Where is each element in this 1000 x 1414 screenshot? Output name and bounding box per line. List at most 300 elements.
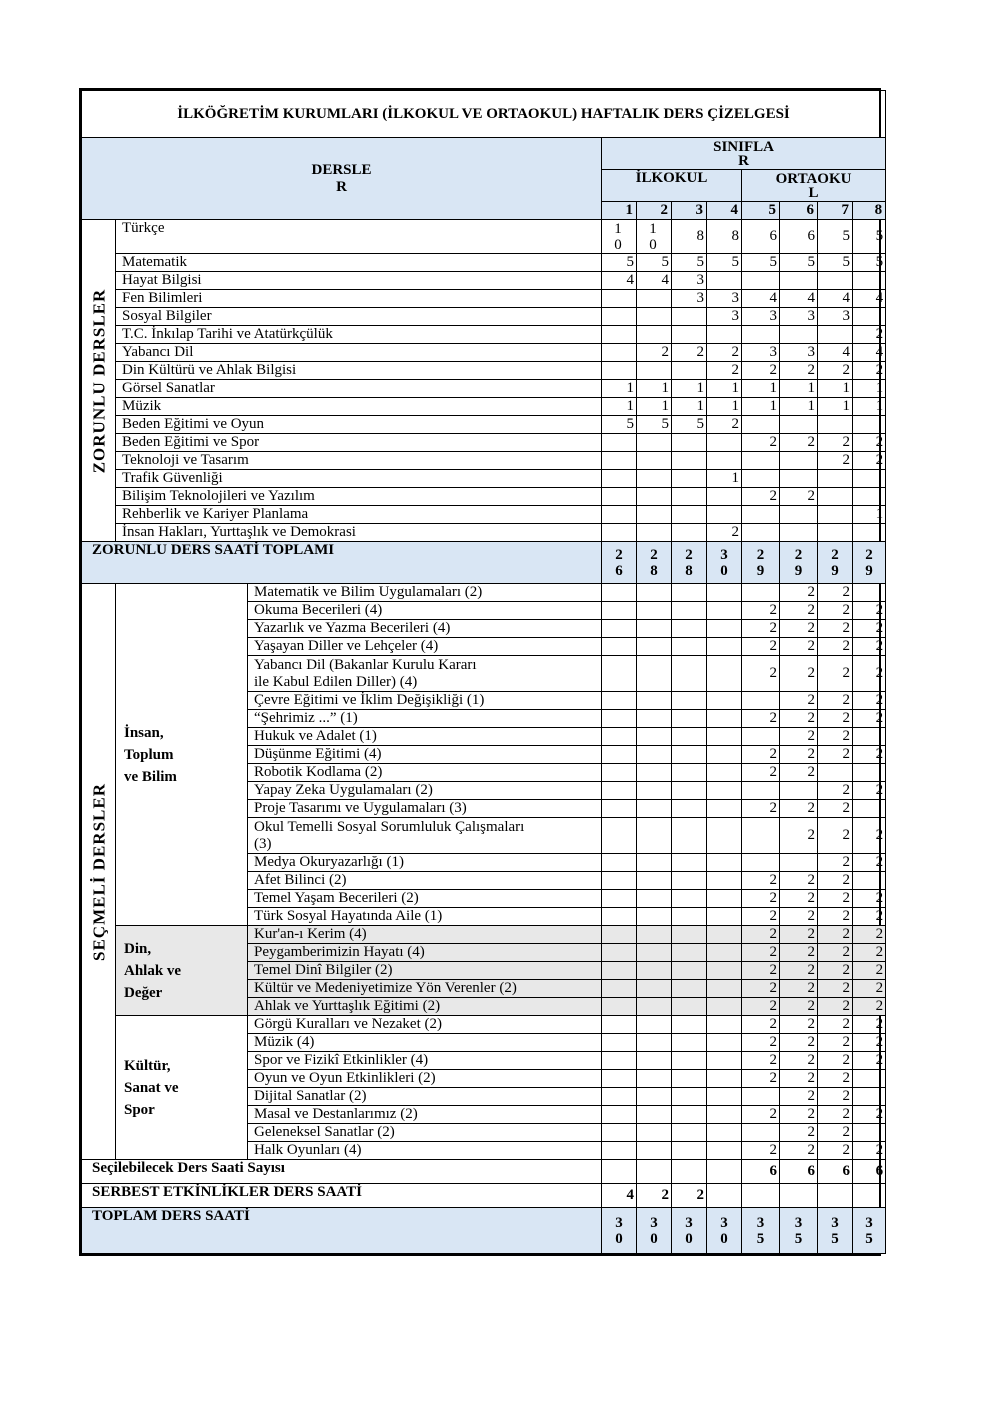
value-cell: 2 <box>742 1142 780 1160</box>
value-cell: 2 <box>780 362 818 380</box>
value-cell: 2 <box>780 872 818 890</box>
value-cell: 2 <box>818 746 853 764</box>
elective-name: Dijital Sanatlar (2) <box>248 1088 602 1106</box>
ilkokul-header: İLKOKUL <box>602 170 742 202</box>
value-cell: 6 <box>818 1160 853 1184</box>
serbest-row-label: SERBEST ETKİNLİKLER DERS SAATİ <box>82 1184 602 1208</box>
value-cell <box>602 290 637 308</box>
value-cell: 2 <box>853 1052 886 1070</box>
value-cell: 2 <box>742 362 780 380</box>
value-cell <box>672 638 707 656</box>
value-cell <box>637 620 672 638</box>
grade-header: 8 <box>853 202 886 220</box>
value-cell: 2 <box>780 1088 818 1106</box>
schedule-sheet <box>79 88 884 1256</box>
value-cell <box>602 800 637 818</box>
ortaokul-line2: L <box>808 184 819 201</box>
value-cell <box>672 728 707 746</box>
value-cell <box>672 1124 707 1142</box>
elective-name: Matematik ve Bilim Uygulamaları (2) <box>248 584 602 602</box>
value-cell: 2 <box>853 452 886 470</box>
value-cell: 2 <box>742 944 780 962</box>
value-cell <box>672 362 707 380</box>
elective-name: Ahlak ve Yurttaşlık Eğitimi (2) <box>248 998 602 1016</box>
value-cell: 2 <box>637 1184 672 1208</box>
value-digit: 0 <box>650 1230 658 1247</box>
value-cell <box>780 854 818 872</box>
course-name: İnsan Hakları, Yurttaşlık ve Demokrasi <box>116 524 602 542</box>
value-cell: 2 <box>853 926 886 944</box>
value-cell <box>707 1142 742 1160</box>
value-cell: 2 <box>853 620 886 638</box>
value-cell <box>853 1124 886 1142</box>
value-digit: 9 <box>756 562 765 579</box>
value-cell: 2 <box>742 1016 780 1034</box>
value-digit: 0 <box>685 1230 693 1247</box>
value-cell <box>602 782 637 800</box>
value-cell: 2 <box>853 434 886 452</box>
value-cell <box>707 1088 742 1106</box>
value-cell: 2 <box>780 728 818 746</box>
value-cell <box>672 818 707 854</box>
value-cell <box>707 506 742 524</box>
value-cell <box>742 416 780 434</box>
value-cell: 2 <box>780 818 818 854</box>
value-cell <box>707 1208 742 1254</box>
value-cell: 4 <box>602 1184 637 1208</box>
value-cell: 5 <box>602 254 637 272</box>
value-cell <box>672 620 707 638</box>
value-digit: 9 <box>794 562 803 579</box>
elective-name: Kültür ve Medeniyetimize Yön Verenler (2) <box>248 980 602 998</box>
value-cell: 2 <box>818 620 853 638</box>
elective-name-line: Okul Temelli Sosyal Sorumluluk Çalışmaları <box>254 818 525 835</box>
value-cell <box>602 638 637 656</box>
value-cell: 4 <box>780 290 818 308</box>
elective-name: Medya Okuryazarlığı (1) <box>248 854 602 872</box>
course-name: Hayat Bilgisi <box>116 272 602 290</box>
elective-name: Kur'an-ı Kerim (4) <box>248 926 602 944</box>
value-cell <box>672 1208 707 1254</box>
value-cell: 2 <box>742 962 780 980</box>
elective-name: Afet Bilinci (2) <box>248 872 602 890</box>
value-cell <box>742 452 780 470</box>
value-digit: 0 <box>720 1230 728 1247</box>
value-cell: 8 <box>707 220 742 254</box>
table-row <box>82 308 886 326</box>
value-cell <box>853 470 886 488</box>
value-cell <box>707 656 742 692</box>
value-cell <box>818 488 853 506</box>
value-cell <box>742 728 780 746</box>
value-cell <box>672 782 707 800</box>
value-cell: 5 <box>853 220 886 254</box>
value-digit: 0 <box>615 1230 623 1247</box>
value-cell: 2 <box>742 998 780 1016</box>
value-cell <box>742 854 780 872</box>
value-cell: 1 <box>707 470 742 488</box>
value-cell <box>853 1208 886 1254</box>
value-cell <box>637 434 672 452</box>
value-cell: 2 <box>780 656 818 692</box>
dersler-line1: DERSLE <box>311 161 372 178</box>
value-cell <box>707 980 742 998</box>
value-cell: 4 <box>818 344 853 362</box>
secmeli-group-label <box>82 584 116 1160</box>
value-cell <box>707 542 742 584</box>
value-digit: 0 <box>649 236 657 253</box>
group-name-line: ve Bilim <box>124 768 177 785</box>
zorunlu-total-row <box>82 542 886 584</box>
value-cell <box>707 1070 742 1088</box>
value-cell <box>637 710 672 728</box>
value-cell <box>672 998 707 1016</box>
value-cell: 2 <box>818 800 853 818</box>
value-cell: 2 <box>672 344 707 362</box>
elective-name <box>248 818 602 854</box>
value-cell: 5 <box>853 254 886 272</box>
value-cell <box>672 656 707 692</box>
value-cell <box>742 524 780 542</box>
value-cell <box>637 1088 672 1106</box>
value-cell: 1 <box>672 380 707 398</box>
value-digit: 5 <box>865 1230 873 1247</box>
value-cell <box>602 1124 637 1142</box>
value-cell <box>672 470 707 488</box>
value-cell <box>853 488 886 506</box>
value-cell: 2 <box>853 692 886 710</box>
value-cell <box>602 872 637 890</box>
toplam-row <box>82 1208 886 1254</box>
group-name-line: Değer <box>124 984 163 1001</box>
elective-name: Hukuk ve Adalet (1) <box>248 728 602 746</box>
value-cell <box>818 1184 853 1208</box>
value-digit: 1 <box>649 220 657 237</box>
value-cell <box>602 620 637 638</box>
elective-name: Peygamberimizin Hayatı (4) <box>248 944 602 962</box>
value-cell: 2 <box>742 710 780 728</box>
value-cell: 2 <box>818 926 853 944</box>
value-digit: 0 <box>720 562 728 579</box>
value-cell: 1 <box>707 398 742 416</box>
value-cell <box>602 692 637 710</box>
page-title: İLKÖĞRETİM KURUMLARI (İLKOKUL VE ORTAOKUL) HAFTALIK DERS ÇİZELGESİ <box>82 91 886 138</box>
value-cell <box>780 524 818 542</box>
value-cell <box>637 1016 672 1034</box>
value-cell: 3 <box>707 308 742 326</box>
value-cell: 2 <box>780 602 818 620</box>
zorunlu-group-label <box>82 220 116 542</box>
value-cell <box>853 272 886 290</box>
value-cell: 2 <box>780 692 818 710</box>
group-name-line: Spor <box>124 1101 155 1118</box>
elective-name <box>248 656 602 692</box>
course-name: Din Kültürü ve Ahlak Bilgisi <box>116 362 602 380</box>
value-cell: 2 <box>742 638 780 656</box>
value-cell: 2 <box>818 728 853 746</box>
value-cell <box>672 308 707 326</box>
value-cell <box>637 362 672 380</box>
table-row <box>82 434 886 452</box>
value-cell: 2 <box>818 1052 853 1070</box>
value-cell <box>637 980 672 998</box>
value-cell <box>707 926 742 944</box>
value-cell: 2 <box>780 584 818 602</box>
value-cell <box>853 584 886 602</box>
value-cell: 2 <box>853 1034 886 1052</box>
value-cell <box>637 944 672 962</box>
value-digit: 0 <box>614 236 622 253</box>
value-cell: 5 <box>818 220 853 254</box>
value-cell: 2 <box>742 434 780 452</box>
value-digit: 2 <box>865 546 873 563</box>
value-digit: 6 <box>615 562 623 579</box>
elective-name: Robotik Kodlama (2) <box>248 764 602 782</box>
value-cell: 2 <box>780 1016 818 1034</box>
group-name-line: Sanat ve <box>124 1079 179 1096</box>
value-cell: 1 <box>780 398 818 416</box>
course-name: Görsel Sanatlar <box>116 380 602 398</box>
group-name <box>116 926 248 1016</box>
value-digit: 3 <box>615 1214 623 1231</box>
value-cell <box>672 1070 707 1088</box>
value-cell: 2 <box>818 1106 853 1124</box>
value-cell <box>672 434 707 452</box>
value-cell: 4 <box>637 272 672 290</box>
value-cell: 5 <box>707 254 742 272</box>
value-cell <box>602 746 637 764</box>
value-cell: 2 <box>780 710 818 728</box>
value-cell <box>672 326 707 344</box>
value-cell <box>637 584 672 602</box>
value-cell: 2 <box>818 1070 853 1088</box>
table-row <box>82 220 886 254</box>
value-cell <box>672 1052 707 1070</box>
value-cell: 2 <box>853 656 886 692</box>
value-cell <box>602 452 637 470</box>
value-cell: 3 <box>672 290 707 308</box>
value-cell <box>818 542 853 584</box>
value-cell: 2 <box>780 1034 818 1052</box>
group-name-line: İnsan, <box>124 724 164 741</box>
elective-name: Temel Dinî Bilgiler (2) <box>248 962 602 980</box>
value-cell <box>742 272 780 290</box>
value-cell <box>672 524 707 542</box>
value-cell: 2 <box>742 926 780 944</box>
value-cell <box>818 272 853 290</box>
value-cell: 1 <box>672 398 707 416</box>
zorunlu-label-text: ZORUNLU DERSLER <box>89 288 108 473</box>
value-cell <box>707 1034 742 1052</box>
table-row <box>82 1016 886 1034</box>
value-digit: 2 <box>756 546 765 563</box>
siniflar-header <box>602 138 886 170</box>
value-cell <box>637 638 672 656</box>
value-cell: 2 <box>818 998 853 1016</box>
elective-name: Geleneksel Sanatlar (2) <box>248 1124 602 1142</box>
value-cell <box>602 890 637 908</box>
course-name: Fen Bilimleri <box>116 290 602 308</box>
value-cell <box>602 602 637 620</box>
value-cell <box>602 854 637 872</box>
table-row <box>82 524 886 542</box>
elective-name: Masal ve Destanlarımız (2) <box>248 1106 602 1124</box>
value-cell <box>602 326 637 344</box>
value-digit: 2 <box>831 546 839 563</box>
value-cell <box>637 488 672 506</box>
value-cell <box>672 710 707 728</box>
value-cell <box>742 1088 780 1106</box>
elective-name: Türk Sosyal Hayatında Aile (1) <box>248 908 602 926</box>
table-row <box>82 506 886 524</box>
value-cell: 2 <box>742 764 780 782</box>
value-cell: 1 <box>602 398 637 416</box>
value-cell: 2 <box>818 1088 853 1106</box>
value-cell: 2 <box>780 1106 818 1124</box>
value-cell <box>780 416 818 434</box>
value-cell: 2 <box>742 1052 780 1070</box>
value-cell <box>742 1184 780 1208</box>
value-digit: 9 <box>831 562 839 579</box>
value-cell <box>780 506 818 524</box>
value-cell <box>637 926 672 944</box>
value-digit: 9 <box>865 562 873 579</box>
table-row <box>82 488 886 506</box>
value-cell: 3 <box>742 308 780 326</box>
value-cell: 2 <box>818 638 853 656</box>
value-cell: 1 <box>853 398 886 416</box>
value-cell <box>602 1034 637 1052</box>
value-cell: 2 <box>818 980 853 998</box>
value-cell <box>707 854 742 872</box>
value-digit: 3 <box>720 546 728 563</box>
value-cell: 2 <box>742 1070 780 1088</box>
value-cell <box>672 692 707 710</box>
value-cell <box>637 890 672 908</box>
table-row <box>82 254 886 272</box>
value-cell: 4 <box>818 290 853 308</box>
value-digit: 8 <box>650 562 658 579</box>
value-cell <box>602 1106 637 1124</box>
table-row <box>82 362 886 380</box>
value-cell <box>602 728 637 746</box>
value-cell: 2 <box>742 1106 780 1124</box>
group-name-line: Din, <box>124 940 152 957</box>
value-cell <box>672 506 707 524</box>
value-cell: 5 <box>818 254 853 272</box>
value-cell <box>672 962 707 980</box>
value-cell: 1 <box>853 506 886 524</box>
value-cell: 2 <box>818 944 853 962</box>
value-cell <box>637 782 672 800</box>
value-cell <box>742 326 780 344</box>
course-name: Matematik <box>116 254 602 272</box>
value-cell <box>637 854 672 872</box>
value-cell <box>637 290 672 308</box>
elective-name: Temel Yaşam Becerileri (2) <box>248 890 602 908</box>
table-row <box>82 926 886 944</box>
value-cell <box>602 1070 637 1088</box>
value-cell <box>637 542 672 584</box>
value-cell: 2 <box>818 908 853 926</box>
value-cell: 1 <box>742 380 780 398</box>
value-cell: 2 <box>707 416 742 434</box>
value-cell: 5 <box>742 254 780 272</box>
dersler-line2: R <box>336 178 347 195</box>
course-name: Sosyal Bilgiler <box>116 308 602 326</box>
value-cell <box>707 1106 742 1124</box>
course-name: T.C. İnkılap Tarihi ve Atatürkçülük <box>116 326 602 344</box>
value-cell <box>707 584 742 602</box>
value-cell: 2 <box>780 746 818 764</box>
elective-name: Müzik (4) <box>248 1034 602 1052</box>
value-cell: 2 <box>742 620 780 638</box>
value-cell <box>707 998 742 1016</box>
value-cell <box>602 524 637 542</box>
value-cell: 2 <box>818 890 853 908</box>
value-cell <box>742 782 780 800</box>
value-digit: 2 <box>794 546 803 563</box>
value-cell <box>707 1124 742 1142</box>
value-cell <box>672 584 707 602</box>
value-cell <box>742 1124 780 1142</box>
value-digit: 2 <box>615 546 623 563</box>
course-name: Rehberlik ve Kariyer Planlama <box>116 506 602 524</box>
grade-header: 6 <box>780 202 818 220</box>
value-cell <box>707 602 742 620</box>
ortaokul-header <box>742 170 886 202</box>
value-cell <box>672 1034 707 1052</box>
value-cell: 6 <box>742 1160 780 1184</box>
course-name: Yabancı Dil <box>116 344 602 362</box>
value-cell <box>853 542 886 584</box>
value-cell <box>637 1052 672 1070</box>
value-cell <box>818 470 853 488</box>
value-cell <box>602 542 637 584</box>
value-cell: 1 <box>818 398 853 416</box>
value-cell: 2 <box>742 488 780 506</box>
value-digit: 2 <box>685 546 693 563</box>
value-digit: 3 <box>650 1214 658 1231</box>
value-digit: 5 <box>756 1230 765 1247</box>
toplam-row-label: TOPLAM DERS SAATİ <box>82 1208 602 1254</box>
value-cell <box>853 1070 886 1088</box>
value-cell: 2 <box>742 908 780 926</box>
value-cell <box>742 692 780 710</box>
value-cell <box>780 470 818 488</box>
value-cell <box>602 1088 637 1106</box>
value-cell: 2 <box>853 602 886 620</box>
table-row <box>82 452 886 470</box>
value-digit: 8 <box>685 562 693 579</box>
value-cell <box>707 764 742 782</box>
table-row <box>82 398 886 416</box>
value-cell <box>853 1184 886 1208</box>
value-cell <box>637 962 672 980</box>
elective-name: Okuma Becerileri (4) <box>248 602 602 620</box>
value-cell <box>707 800 742 818</box>
group-name <box>116 1016 248 1160</box>
value-cell <box>707 1016 742 1034</box>
value-cell <box>602 344 637 362</box>
value-cell <box>602 1208 637 1254</box>
ortaokul-line1: ORTAOKU <box>775 170 852 187</box>
value-cell <box>853 524 886 542</box>
siniflar-line2: R <box>738 152 749 169</box>
table-row <box>82 584 886 602</box>
value-cell: 2 <box>853 908 886 926</box>
course-name: Trafik Güvenliği <box>116 470 602 488</box>
